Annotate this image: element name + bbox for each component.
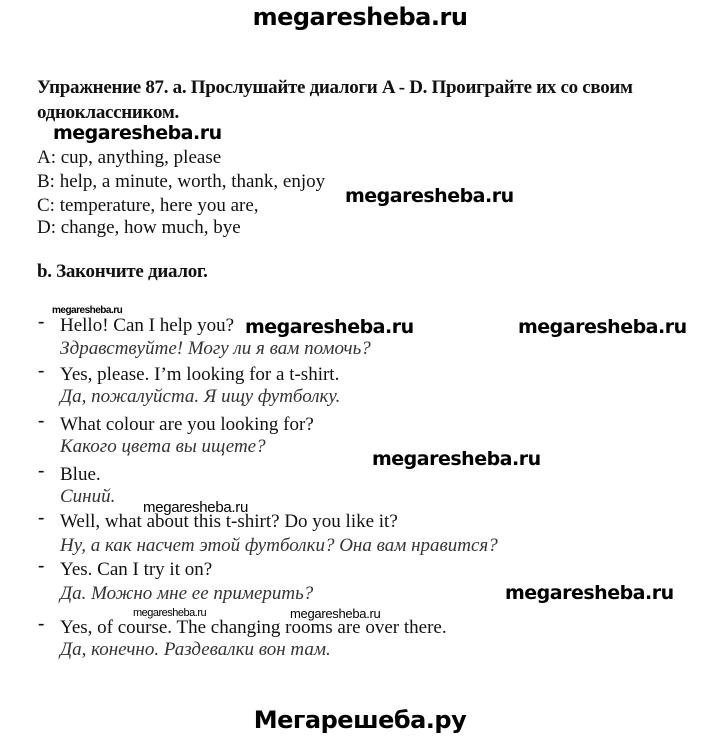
dialog-line-en: Blue. xyxy=(60,464,101,485)
part-b-heading: b. Закончите диалог. xyxy=(37,261,208,282)
watermark: megaresheba.ru xyxy=(372,448,541,470)
exercise-title: Упражнение 87. a. Прослушайте диалоги A - D. Проиграйте их со своим xyxy=(37,77,633,98)
word-list-item: B: help, a minute, worth, thank, enjoy xyxy=(37,171,326,192)
word-list-item: A: cup, anything, please xyxy=(37,147,222,168)
dialog-line-en: Yes, please. I’m looking for a t-shirt. xyxy=(60,364,340,385)
watermark: megaresheba.ru xyxy=(505,582,674,604)
dialog-line-ru: Здравствуйте! Могу ли я вам помочь? xyxy=(60,338,371,359)
watermark: megaresheba.ru xyxy=(133,607,207,619)
dialog-line-en: Hello! Can I help you? xyxy=(60,315,235,336)
dialog-dash: - xyxy=(38,460,45,481)
dialog-line-en: Well, what about this t-shirt? Do you like it? xyxy=(60,511,398,532)
word-list-item: C: temperature, here you are, xyxy=(37,195,259,216)
watermark: megaresheba.ru xyxy=(143,499,249,516)
watermark: megaresheba.ru xyxy=(345,185,514,207)
watermark: megaresheba.ru xyxy=(518,316,687,338)
dialog-dash: - xyxy=(38,360,45,381)
dialog-dash: - xyxy=(38,613,45,634)
dialog-dash: - xyxy=(38,507,45,528)
dialog-line-ru: Какого цвета вы ищете? xyxy=(60,436,266,457)
word-list-item: D: change, how much, bye xyxy=(37,217,241,238)
dialog-line-ru: Да. Можно мне ее примерить? xyxy=(60,583,314,604)
header-watermark: megaresheba.ru xyxy=(252,3,468,31)
dialog-dash: - xyxy=(38,555,45,576)
footer-watermark: Мегарешеба.ру xyxy=(253,706,467,734)
watermark: megaresheba.ru xyxy=(290,606,381,621)
dialog-line-en: What colour are you looking for? xyxy=(60,414,314,435)
dialog-dash: - xyxy=(38,311,45,332)
watermark: megaresheba.ru xyxy=(245,316,414,338)
dialog-line-en: Yes, of course. The changing rooms are over there. xyxy=(60,617,447,638)
watermark: megaresheba.ru xyxy=(53,122,222,144)
dialog-line-ru: Да, пожалуйста. Я ищу футболку. xyxy=(60,386,341,407)
dialog-line-en: Yes. Can I try it on? xyxy=(60,559,213,580)
dialog-line-ru: Ну, а как насчет этой футболки? Она вам нравится? xyxy=(60,535,498,556)
dialog-line-ru: Синий. xyxy=(60,486,116,507)
exercise-title-cont: одноклассником. xyxy=(37,102,179,123)
dialog-line-ru: Да, конечно. Раздевалки вон там. xyxy=(60,639,331,660)
watermark: megaresheba.ru xyxy=(52,305,123,316)
dialog-dash: - xyxy=(38,410,45,431)
